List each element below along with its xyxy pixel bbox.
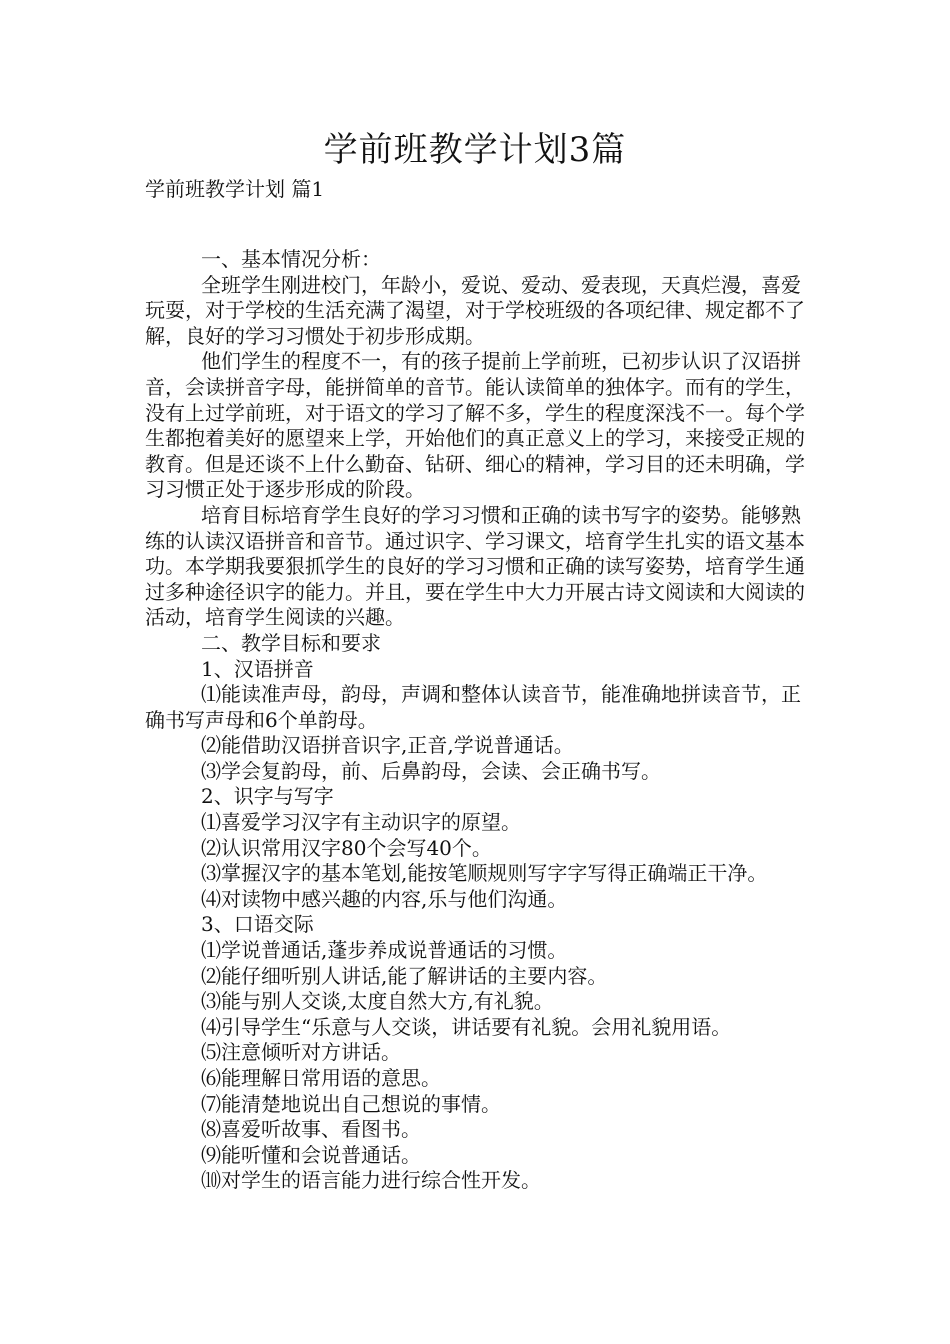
heading-teaching-goals: 二、教学目标和要求: [201, 630, 381, 655]
list-item: ⑷对读物中感兴趣的内容,乐与他们沟通。: [201, 886, 568, 911]
section-subtitle: 学前班教学计划 篇1: [145, 177, 325, 201]
list-item: ⑵能仔细听别人讲话,能了解讲话的主要内容。: [201, 963, 608, 988]
subheading-literacy-writing: 2、识字与写字: [201, 784, 334, 809]
paragraph-student-overview: 全班学生刚进校门，年龄小，爱说、爱动、爱表现，天真烂漫，喜爱玩耍，对于学校的生活充满了渴望，对于学校班级的各项纪律、规定都不了解，良好的学习习惯处于初步形成期。: [145, 272, 805, 348]
document-title: 学前班教学计划3篇: [323, 130, 627, 170]
list-item: ⑴能读准声母，韵母，声调和整体认读音节，能准确地拼读音节，正确书写声母和6个单韵母。: [145, 682, 801, 732]
list-item: ⑷引导学生“乐意与人交谈，讲话要有礼貌。会用礼貌用语。: [201, 1014, 732, 1039]
heading-basic-situation: 一、基本情况分析：: [201, 247, 381, 271]
list-item: ⑵能借助汉语拼音识字,正音,学说普通话。: [201, 733, 574, 758]
document-body: [145, 247, 810, 1194]
subheading-pinyin: 1、汉语拼音: [201, 656, 314, 681]
list-item: ⑻喜爱听故事、看图书。: [201, 1117, 421, 1142]
list-item: ⑺能清楚地说出自己想说的事情。: [201, 1091, 501, 1116]
paragraph-student-levels: 他们学生的程度不一，有的孩子提前上学前班，已初步认识了汉语拼音，会读拼音字母，能拼简单的音节。能认读简单的独体字。而有的学生，没有上过学前班，对于语文的学习了解不多，学生的程度深浅不一。每个学生都抱着美好的愿望来上学，开始他们的真正意义上的学习，来接受正规的教育。但是还谈不上什么勤奋、钻研、细心的精神，学习目的还未明确，学习习惯正处于逐步形成的阶段。: [145, 349, 805, 502]
subheading-oral-communication: 3、口语交际: [201, 912, 314, 937]
list-item: ⑶学会复韵母，前、后鼻韵母，会读、会正确书写。: [201, 758, 661, 783]
list-item: ⑼能听懂和会说普通话。: [201, 1142, 421, 1167]
list-item: ⑵认识常用汉字80个会写40个。: [201, 835, 492, 860]
list-item: ⑹能理解日常用语的意思。: [201, 1066, 441, 1090]
list-item: ⑸注意倾听对方讲话。: [201, 1040, 401, 1065]
list-item: ⑴学说普通话,蓬步养成说普通话的习惯。: [201, 938, 568, 963]
paragraph-training-goals: 培育目标培育学生良好的学习习惯和正确的读书写字的姿势。能够熟练的认读汉语拼音和音节。通过识字、学习课文，培育学生扎实的语文基本功。本学期我要狠抓学生的良好的学习习惯和正确的读写姿势，培育学生通过多种途径识字的能力。并且，要在学生中大力开展古诗文阅读和大阅读的活动，培育学生阅读的兴趣。: [145, 502, 805, 630]
list-item: ⑽对学生的语言能力进行综合性开发。: [201, 1168, 541, 1193]
list-item: ⑶能与别人交谈,太度自然大方,有礼貌。: [201, 989, 554, 1014]
list-item: ⑴喜爱学习汉字有主动识字的原望。: [201, 810, 521, 835]
list-item: ⑶掌握汉字的基本笔划,能按笔顺规则写字字写得正确端正干净。: [201, 861, 768, 886]
